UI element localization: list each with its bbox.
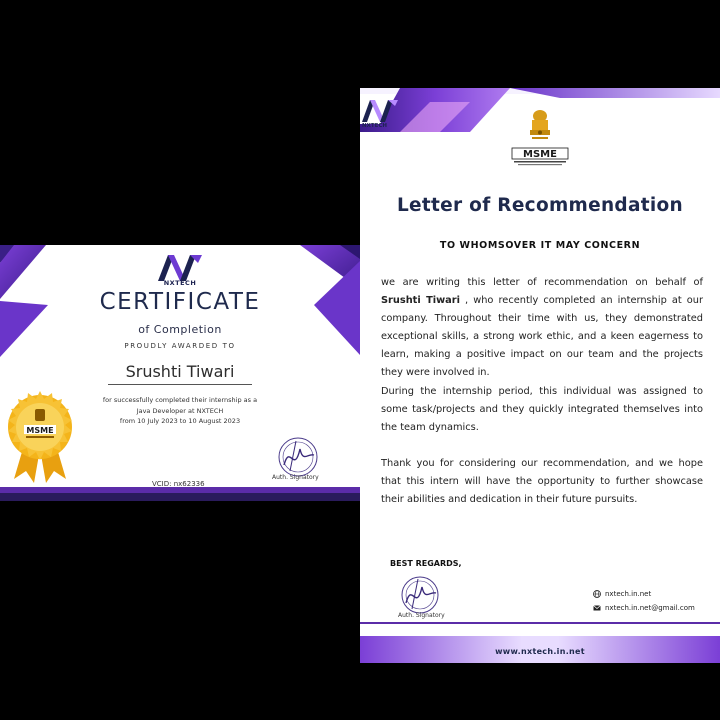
certificate-body (80, 395, 280, 427)
msme-logo-text: MSME (523, 149, 557, 160)
letter-body (381, 274, 703, 509)
vcid-label: VCID: nx62336 (152, 480, 205, 488)
website-contact[interactable] (593, 590, 651, 598)
signatory-label: Auth. Signatory (398, 612, 445, 619)
footer-line (360, 622, 720, 624)
concern-heading: TO WHOMSOVER IT MAY CONCERN (439, 240, 641, 251)
email-contact[interactable] (593, 604, 695, 612)
awarded-label: PROUDLY AWARDED TO (124, 342, 236, 350)
body-line-2: Java Developer at NXTECH (136, 406, 224, 415)
signatory-label: Auth. Signatory (272, 474, 319, 481)
body-line-1: for successfully completed their internship as a (102, 396, 258, 404)
certificate (0, 245, 360, 501)
closing-regards: BEST REGARDS, (390, 559, 462, 568)
brand-name: NXTECH (163, 279, 197, 287)
recommendation-letter (360, 88, 720, 663)
certificate-title: CERTIFICATE (99, 289, 261, 315)
body-line-3: from 10 July 2023 to 10 August 2023 (119, 417, 241, 425)
mail-icon (593, 604, 601, 612)
email-text[interactable]: nxtech.in.net@gmail.com (605, 604, 695, 612)
intern-name: Srushti Tiwari (381, 295, 460, 307)
website-text[interactable]: nxtech.in.net (605, 590, 652, 598)
seal-text: MSME (26, 426, 54, 435)
national-emblem-icon (526, 108, 554, 144)
globe-icon (593, 590, 601, 598)
name-underline (108, 384, 252, 385)
recipient-name: Srushti Tiwari (125, 362, 235, 381)
paragraph-1-rest: , who recently completed an internship at our company. Throughout their time with us, they demonstrated exceptional skills, a strong work ethic, and a keen eagerness to learn, making a positive impact on our team and the projects they were involved in. (381, 295, 704, 379)
brand-name: NXTECH (362, 123, 387, 129)
footer-website[interactable]: www.nxtech.in.net (495, 647, 585, 656)
header-stripe-light (510, 88, 720, 98)
bottom-band-navy (0, 493, 360, 501)
certificate-subtitle: of Completion (138, 323, 222, 336)
paragraph-1 (381, 274, 703, 383)
paragraph-3: Thank you for considering our recommendation, and we hope that this intern will have the opportunity to further showcase their abilities and dedication in their future pursuits. (381, 457, 703, 506)
nxtech-logo-icon (360, 96, 400, 126)
paragraph-2: During the internship period, this individual was assigned to some task/projects and they quickly integrated themselves into the team dynamics. (381, 385, 703, 433)
letter-title: Letter of Recommendation (396, 195, 684, 216)
msme-seal-icon (2, 387, 78, 485)
paragraph-1-intro: we are writing this letter of recommendation on behalf of (381, 277, 703, 288)
msme-logo-icon (510, 147, 570, 167)
